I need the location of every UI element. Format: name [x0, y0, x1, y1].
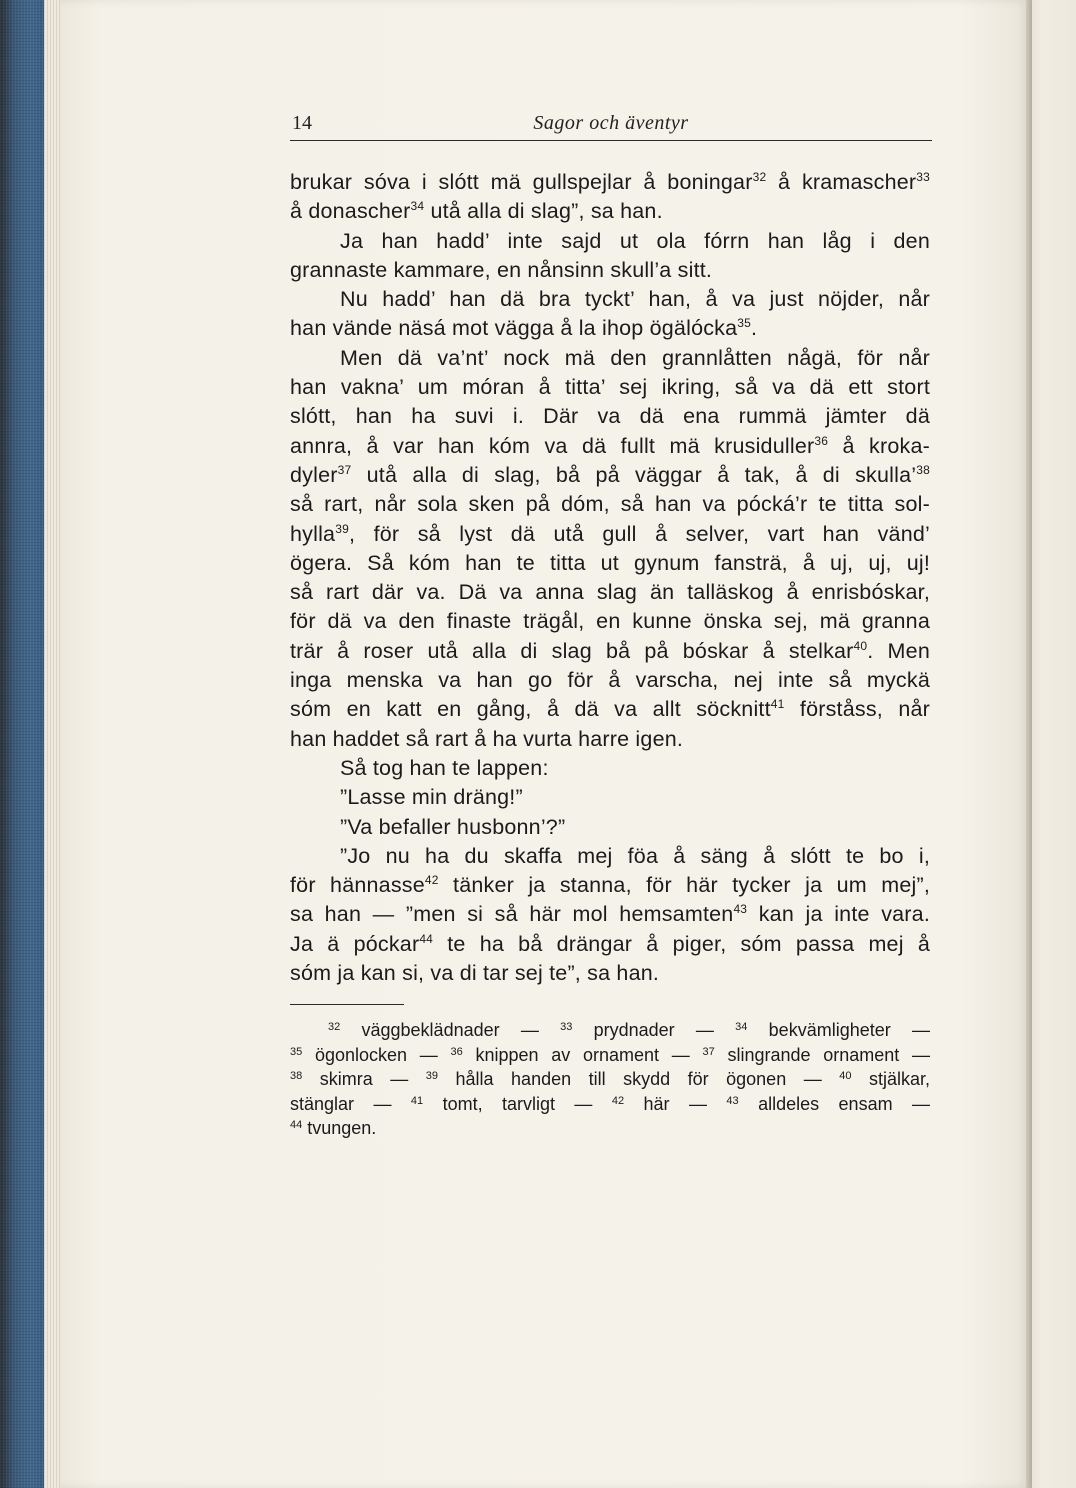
footnote-line — [290, 1043, 930, 1068]
footnotes — [290, 1018, 930, 1141]
footnote-line — [290, 1018, 930, 1043]
text-run: å donascher — [290, 199, 411, 224]
text-run: ”Lasse min dräng!” — [340, 785, 523, 810]
text-run: utå alla di slag, bå på väggar å tak, å di skulla’ — [351, 462, 917, 487]
text-run: brukar sóva i slótt mä gullspejlar å boningar — [290, 170, 753, 194]
footnote-marker: 36 — [814, 433, 829, 448]
text-run: han haddet så rart å ha vurta harre igen. — [290, 726, 684, 751]
text-line — [290, 930, 930, 959]
text-run: . Men — [867, 638, 930, 663]
footnote-marker: 43 — [726, 1094, 739, 1107]
text-line — [290, 227, 930, 256]
text-run: för hännasse — [290, 873, 425, 898]
footnote-line — [290, 1067, 930, 1092]
footnote-marker: 39 — [425, 1070, 439, 1083]
footnote-marker: 32 — [328, 1021, 341, 1033]
text-run: tomt, tarvligt — — [423, 1093, 612, 1114]
text-run: ögonlocken — — [302, 1044, 451, 1065]
footnote-divider — [290, 1004, 404, 1005]
text-run: tvungen. — [302, 1118, 377, 1139]
text-run: dyler — [290, 462, 338, 487]
text-line — [290, 871, 930, 900]
text-run: han vände näsá mot vägga å la ihop ögälócka — [290, 316, 738, 341]
body-text — [290, 168, 930, 988]
text-line — [290, 754, 930, 783]
text-run: väggbeklädnader — — [340, 1020, 561, 1040]
text-line — [290, 432, 930, 461]
footnote-marker: 44 — [290, 1119, 303, 1132]
text-line — [290, 725, 930, 754]
text-run: ”Va befaller husbonn’?” — [340, 814, 566, 839]
footnote-marker: 38 — [290, 1070, 303, 1083]
text-run: grannaste kammare, en nånsinn skull’a sitt. — [290, 257, 713, 282]
footnote-marker: 39 — [335, 521, 349, 536]
text-run: han vakna’ um móran å titta’ sej ikring, så va dä ett stort — [290, 375, 930, 400]
footnote-marker: 40 — [853, 638, 868, 653]
text-run: te ha bå drängar å piger, sóm passa mej å — [433, 931, 930, 956]
text-run: å kroka- — [828, 433, 930, 458]
footnote-marker: 42 — [611, 1094, 625, 1107]
text-run: stänglar — — [290, 1093, 411, 1114]
text-run: stjälkar, — [851, 1069, 930, 1090]
text-line — [290, 549, 930, 578]
footnote-marker: 40 — [839, 1070, 852, 1083]
text-line — [290, 520, 930, 549]
text-run: inga menska va han go för å varscha, nej inte så myckä — [290, 668, 930, 693]
text-run: slingrande ornament — — [714, 1044, 930, 1065]
footnote-marker: 33 — [916, 170, 930, 184]
text-line — [290, 578, 930, 607]
text-run: för dä va den finaste trägål, en kunne önska sej, mä granna — [290, 609, 930, 634]
text-line — [290, 168, 930, 197]
text-line — [290, 490, 930, 519]
text-run: tänker ja stanna, för här tycker ja um mej”, — [438, 873, 930, 898]
text-run: Nu hadd’ han dä bra tyckt’ han, å va just nöjder, når — [340, 287, 930, 312]
text-line — [290, 783, 930, 812]
text-run: prydnader — — [572, 1020, 736, 1040]
text-run: sóm en katt en gång, å dä va allt söcknitt — [290, 697, 771, 722]
text-line — [290, 607, 930, 636]
footnote-marker: 35 — [290, 1045, 303, 1058]
text-run: trär å roser utå alla di slag bå på bóskar å stelkar — [290, 638, 854, 663]
text-line — [290, 959, 930, 988]
book-cover-left — [0, 0, 48, 1488]
text-run: Så tog han te lappen: — [340, 755, 549, 780]
text-run: Ja ä póckar — [290, 931, 420, 956]
footnote-marker: 41 — [410, 1094, 424, 1107]
text-run: Ja han hadd’ inte sajd ut ola fórrn han låg i den — [340, 228, 930, 253]
footnote-line — [290, 1116, 930, 1141]
text-run: annra, å var han kóm va dä fullt mä krusiduller — [290, 433, 815, 458]
facing-page-edge — [1032, 0, 1076, 1488]
text-line — [290, 842, 930, 871]
text-line — [290, 637, 930, 666]
text-run: hylla — [290, 521, 336, 546]
text-run: , för så lyst dä utå gull å selver, vart han vänd’ — [348, 521, 930, 546]
text-run: sa han — ”men si så här mol hemsamten — [290, 902, 734, 927]
text-run: knippen av ornament — — [462, 1044, 703, 1065]
footnote-marker: 41 — [770, 697, 785, 712]
footnote-marker: 32 — [752, 170, 767, 184]
text-line — [290, 314, 930, 343]
text-run: så rart där va. Dä va anna slag än talläskog å enrisbóskar, — [290, 580, 930, 605]
text-line — [290, 344, 930, 373]
text-run: hålla handen till skydd för ögonen — — [438, 1069, 840, 1090]
text-run: sóm ja kan si, va di tar sej te”, sa han. — [290, 961, 660, 986]
footnote-marker: 34 — [410, 199, 425, 214]
footnote-marker: 37 — [702, 1045, 715, 1058]
footnote-marker: 34 — [735, 1021, 748, 1033]
text-line — [290, 373, 930, 402]
text-run: utå alla di slag”, sa han. — [424, 199, 663, 224]
text-run: ögera. Så kóm han te titta ut gynum fansträ, å uj, uj, uj! — [290, 550, 930, 575]
footnote-marker: 42 — [424, 873, 439, 888]
text-line — [290, 813, 930, 842]
text-run: så rart, når sola sken på dóm, så han va pócká’r te titta sol- — [290, 492, 930, 517]
page-number: 14 — [292, 112, 312, 134]
footnote-marker: 36 — [450, 1045, 463, 1058]
text-run: förståss, når — [784, 697, 930, 722]
text-run: ”Jo nu ha du skaffa mej föa å säng å slótt te bo i, — [340, 843, 930, 868]
text-run: här — — [624, 1093, 727, 1114]
text-line — [290, 197, 930, 226]
footnote-marker: 38 — [916, 462, 930, 477]
footnote-line — [290, 1092, 930, 1117]
text-run: slótt, han ha suvi i. Där va dä ena rummä jämter dä — [290, 404, 930, 429]
running-title: Sagor och äventyr — [533, 112, 689, 134]
text-run: alldeles ensam — — [738, 1093, 930, 1114]
footnote-marker: 33 — [560, 1021, 573, 1033]
text-line — [290, 402, 930, 431]
text-line — [290, 666, 930, 695]
text-line — [290, 256, 930, 285]
text-run: Men dä va’nt’ nock mä den grannlåtten någä, för når — [340, 345, 930, 370]
text-run: bekvämligheter — — [747, 1020, 930, 1040]
footnote-marker: 35 — [737, 316, 752, 331]
text-line — [290, 900, 930, 929]
text-line — [290, 695, 930, 724]
text-line — [290, 461, 930, 490]
footnote-marker: 37 — [337, 462, 352, 477]
running-head — [290, 110, 932, 141]
text-run: skimra — — [302, 1069, 426, 1090]
footnote-marker: 43 — [733, 902, 748, 917]
text-run: kan ja inte vara. — [747, 902, 930, 927]
text-run: . — [751, 316, 758, 341]
text-line — [290, 285, 930, 314]
text-run: å kramascher — [766, 170, 917, 194]
footnote-marker: 44 — [419, 931, 434, 946]
